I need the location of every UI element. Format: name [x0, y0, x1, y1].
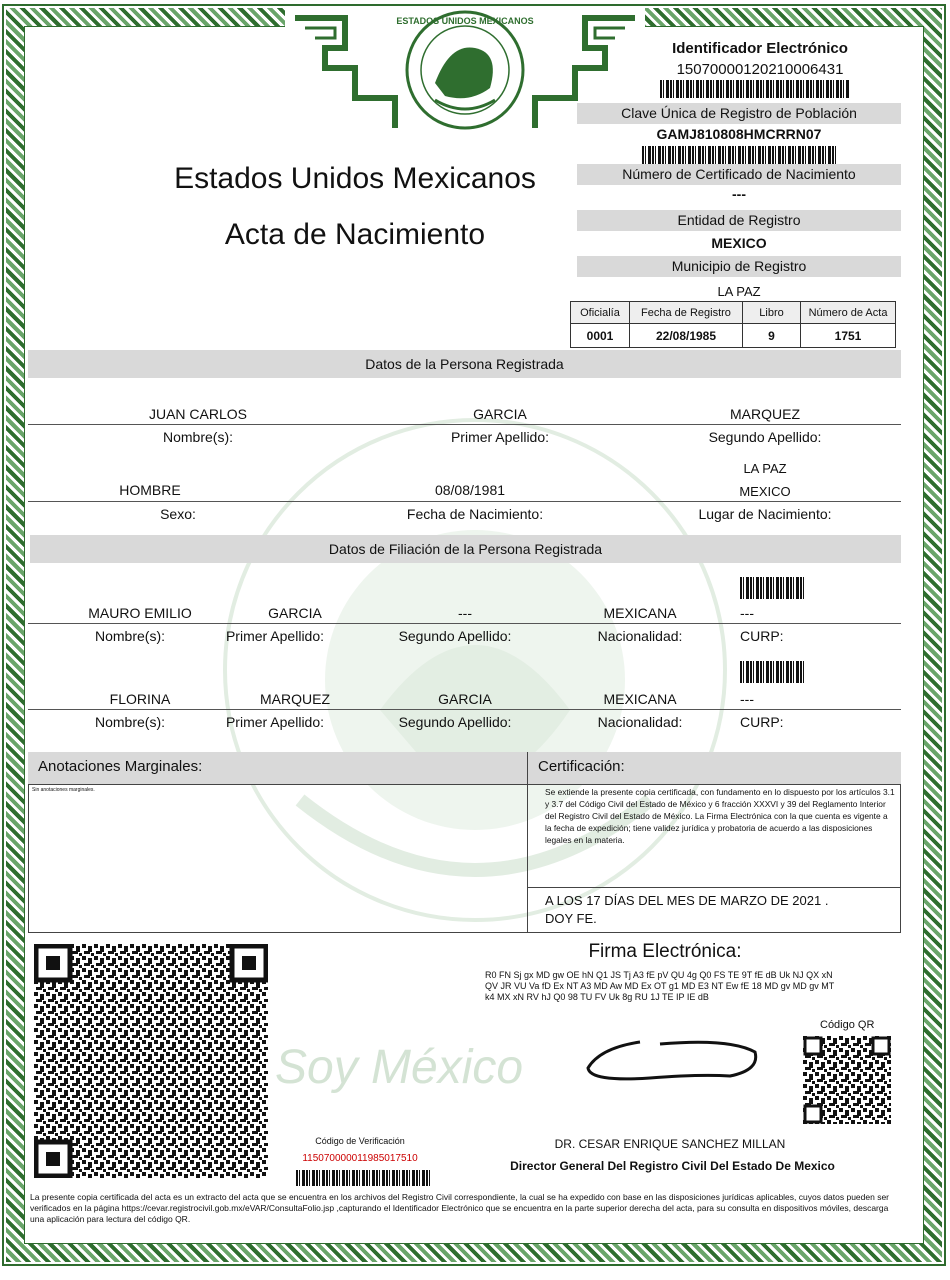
parent1-curp-value: --- — [740, 605, 754, 621]
handwritten-signature — [580, 1030, 770, 1090]
registry-header: Oficialía — [571, 302, 630, 324]
parent1-nationality-label: Nacionalidad: — [597, 628, 683, 644]
document-title: Acta de Nacimiento — [224, 218, 486, 251]
entity-value: MEXICO — [711, 235, 767, 251]
certification-doy-fe: DOY FE. — [545, 911, 597, 926]
registry-table — [570, 301, 896, 348]
registry-act-value: 1751 — [801, 324, 896, 348]
birth-date-value: 08/08/1981 — [434, 482, 506, 498]
parent1-nationality-value: MEXICANA — [603, 605, 677, 621]
signature-title: Firma Electrónica: — [588, 941, 742, 962]
person-name-value: JUAN CARLOS — [148, 406, 248, 422]
electronic-id-label: Identificador Electrónico — [672, 40, 848, 57]
parent2-curp-value: --- — [740, 691, 754, 707]
filiation-section-title: Datos de Filiación de la Persona Registrada — [30, 535, 901, 563]
annotations-header — [28, 752, 527, 785]
parent1-curp-barcode — [740, 577, 806, 599]
parent2-nationality-value: MEXICANA — [603, 691, 677, 707]
municipality-value: LA PAZ — [717, 284, 761, 299]
curp-barcode — [642, 146, 838, 164]
entity-label: Entidad de Registro — [577, 210, 901, 231]
parent2-name-value: FLORINA — [109, 691, 171, 707]
parent1-name-label: Nombre(s): — [94, 628, 165, 644]
registry-book-value: 9 — [743, 324, 801, 348]
person-second-surname-value: MARQUEZ — [730, 406, 800, 422]
divider — [528, 887, 901, 888]
parent2-second-surname-label: Segundo Apellido: — [398, 714, 512, 730]
certification-date: A LOS 17 DÍAS DEL MES DE MARZO DE 2021 . — [545, 893, 829, 908]
annotations-text: Sin anotaciones marginales. — [32, 787, 95, 793]
divider — [28, 623, 901, 624]
official-name: DR. CESAR ENRIQUE SANCHEZ MILLAN — [554, 1137, 786, 1151]
certification-text: Se extiende la presente copia certificada, con fundamento en lo dispuesto por los artículos 3.1 y 3.7 del Código Civil del Estado de México y 6 fracción XXXVI y 39 del Reglamento Interior del Registro Civil del Estado de México. La Firma Electrónica con la que cuenta es vigente a la fecha de expedición; tiene validez jurídica y probatoria de acuerdo a las disposiciones legales en la materia. — [545, 787, 895, 845]
parent2-curp-barcode — [740, 661, 806, 683]
registry-date-value: 22/08/1985 — [630, 324, 743, 348]
certification-title: Certificación: — [538, 758, 625, 775]
birth-date-label: Fecha de Nacimiento: — [406, 506, 544, 522]
small-qr-code — [803, 1036, 891, 1124]
parent1-curp-label: CURP: — [740, 628, 784, 644]
person-section-title: Datos de la Persona Registrada — [28, 350, 901, 378]
official-title: Director General Del Registro Civil Del Estado De Mexico — [510, 1159, 835, 1173]
birth-place-label: Lugar de Nacimiento: — [698, 506, 832, 522]
slogan-watermark: Soy México — [275, 1041, 524, 1094]
annotations-title: Anotaciones Marginales: — [38, 758, 203, 775]
parent2-nationality-label: Nacionalidad: — [597, 714, 683, 730]
divider — [28, 424, 901, 425]
person-second-surname-label: Segundo Apellido: — [708, 429, 822, 445]
verification-barcode — [296, 1170, 432, 1186]
person-name-label: Nombre(s): — [162, 429, 233, 445]
signature-hash: R0 FN Sj gx MD gw OE hN Q1 JS Tj A3 fE pV QU 4g Q0 FS TE 9T fE dB Uk NJ QX xN QV JR VU Va fD Ex NT A3 MD Aw MD Ex OT g1 MD E3 NT Ew fE 18 MD gv MD gv MT k4 MX xN RV hJ Q0 98 TU FV Uk 8g RU 1J TE IP IE dB — [485, 970, 835, 1002]
certification-header — [528, 752, 901, 785]
curp-label: Clave Única de Registro de Población — [577, 103, 901, 124]
birth-cert-value: --- — [732, 186, 746, 202]
registry-header: Número de Acta — [801, 302, 896, 324]
person-first-surname-label: Primer Apellido: — [450, 429, 550, 445]
electronic-id-value: 15070000120210006431 — [676, 61, 844, 78]
parent1-name-value: MAURO EMILIO — [88, 605, 192, 621]
registry-header: Fecha de Registro — [630, 302, 743, 324]
qr-label: Código QR — [820, 1019, 875, 1031]
divider — [28, 709, 901, 710]
parent2-second-surname-value: GARCIA — [438, 691, 492, 707]
verification-label: Código de Verificación — [315, 1136, 405, 1146]
parent1-first-surname-label: Primer Apellido: — [225, 628, 325, 644]
seal-text: ESTADOS UNIDOS MEXICANOS — [396, 16, 534, 26]
parent1-first-surname-value: GARCIA — [268, 605, 322, 621]
municipality-label: Municipio de Registro — [577, 256, 901, 277]
footer-legal-text: La presente copia certificada del acta es un extracto del acta que se encuentra en los archivos del Registro Civil correspondiente, la cual se ha expedido con base en las disposiciones jurídicas aplicables, cuyos datos pueden ser verificados en la página https://cevar.registrocivil.gob.mx/eVAR/ConsultaFolio.jsp ,capturando el Identificador Electrónico que se encuentra en la parte superior derecha del acta, para su consulta en dispositivos móviles, descarga una aplicación para lectura del código QR. — [30, 1192, 890, 1224]
country-title: Estados Unidos Mexicanos — [174, 162, 536, 195]
parent1-second-surname-value: --- — [458, 605, 472, 621]
parent2-first-surname-value: MARQUEZ — [260, 691, 330, 707]
electronic-id-barcode — [660, 80, 850, 98]
curp-value: GAMJ810808HMCRRN07 — [656, 126, 822, 142]
verification-code: 115070000011985017510 — [302, 1153, 418, 1164]
sex-value: HOMBRE — [119, 482, 181, 498]
birth-place-line1: LA PAZ — [743, 461, 787, 476]
registry-office-value: 0001 — [571, 324, 630, 348]
parent2-first-surname-label: Primer Apellido: — [225, 714, 325, 730]
sex-label: Sexo: — [160, 506, 196, 522]
parent1-second-surname-label: Segundo Apellido: — [398, 628, 512, 644]
parent2-curp-label: CURP: — [740, 714, 784, 730]
parent2-name-label: Nombre(s): — [94, 714, 165, 730]
birth-place-line2: MEXICO — [739, 484, 791, 499]
person-first-surname-value: GARCIA — [473, 406, 527, 422]
registry-header: Libro — [743, 302, 801, 324]
divider — [28, 501, 901, 502]
large-qr-code — [34, 944, 268, 1178]
birth-cert-label: Número de Certificado de Nacimiento — [577, 164, 901, 185]
